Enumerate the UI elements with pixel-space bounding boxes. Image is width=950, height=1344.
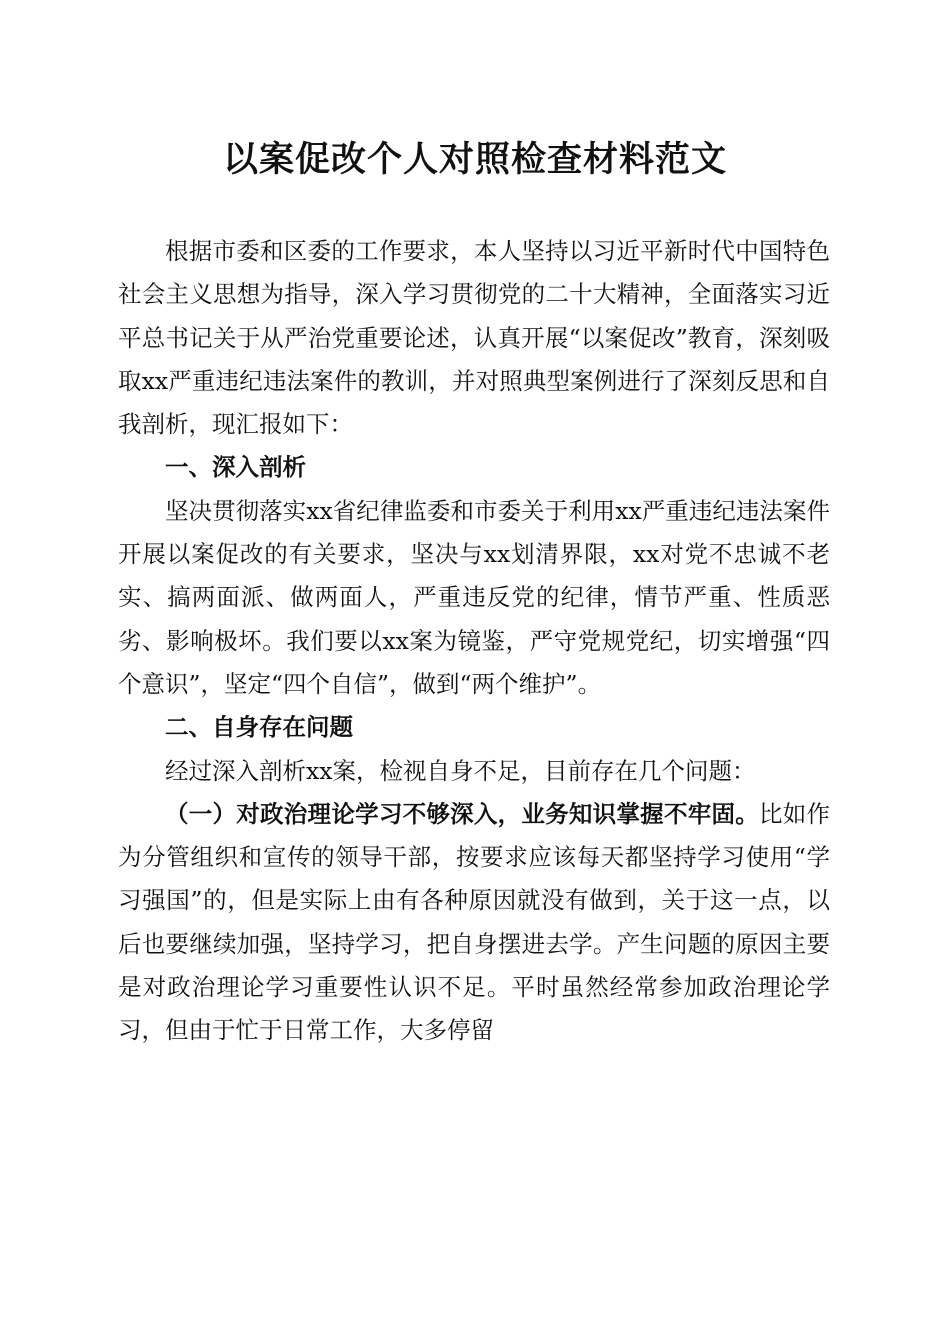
document-title: 以案促改个人对照检查材料范文	[222, 139, 727, 180]
problem-item-paragraph	[118, 793, 830, 1053]
section-heading-analysis: 一、深入剖析	[165, 453, 306, 482]
problem-item-text: 比如作为分管组织和宣传的领导干部，按要求应该每天都坚持学习使用“学习强国”的，但是实际上由有各种原因就没有做到，关于这一点，以后也要继续加强，坚持学习，把自身摆进去学。产生问题的原因主要是对政治理论学习重要性认识不足。平时虽然经常参加政治理论学习，但由于忙于日常工作，大多停留	[118, 799, 831, 1045]
intro-paragraph: 根据市委和区委的工作要求，本人坚持以习近平新时代中国特色社会主义思想为指导，深入学习贯彻党的二十大精神，全面落实习近平总书记关于从严治党重要论述，认真开展“以案促改”教育，深刻吸取xx严重违纪违法案件的教训，并对照典型案例进行了深刻反思和自我剖析，现汇报如下：	[118, 237, 830, 439]
section-heading-problems: 二、自身存在问题	[165, 713, 353, 742]
problems-intro-paragraph: 经过深入剖析xx案，检视自身不足，目前存在几个问题：	[165, 756, 756, 785]
analysis-paragraph: 坚决贯彻落实xx省纪律监委和市委关于利用xx严重违纪违法案件开展以案促改的有关要求，坚决与xx划清界限，xx对党不忠诚不老实、搞两面派、做两面人，严重违反党的纪律，情节严重、性质恶劣、影响极坏。我们要以xx案为镜鉴，严守党规党纪，切实增强“四个意识”，坚定“四个自信”，做到“两个维护”。	[118, 496, 830, 698]
document-body	[118, 230, 830, 1053]
problem-item-lead: （一）对政治理论学习不够深入，业务知识掌握不牢固。	[165, 799, 759, 828]
